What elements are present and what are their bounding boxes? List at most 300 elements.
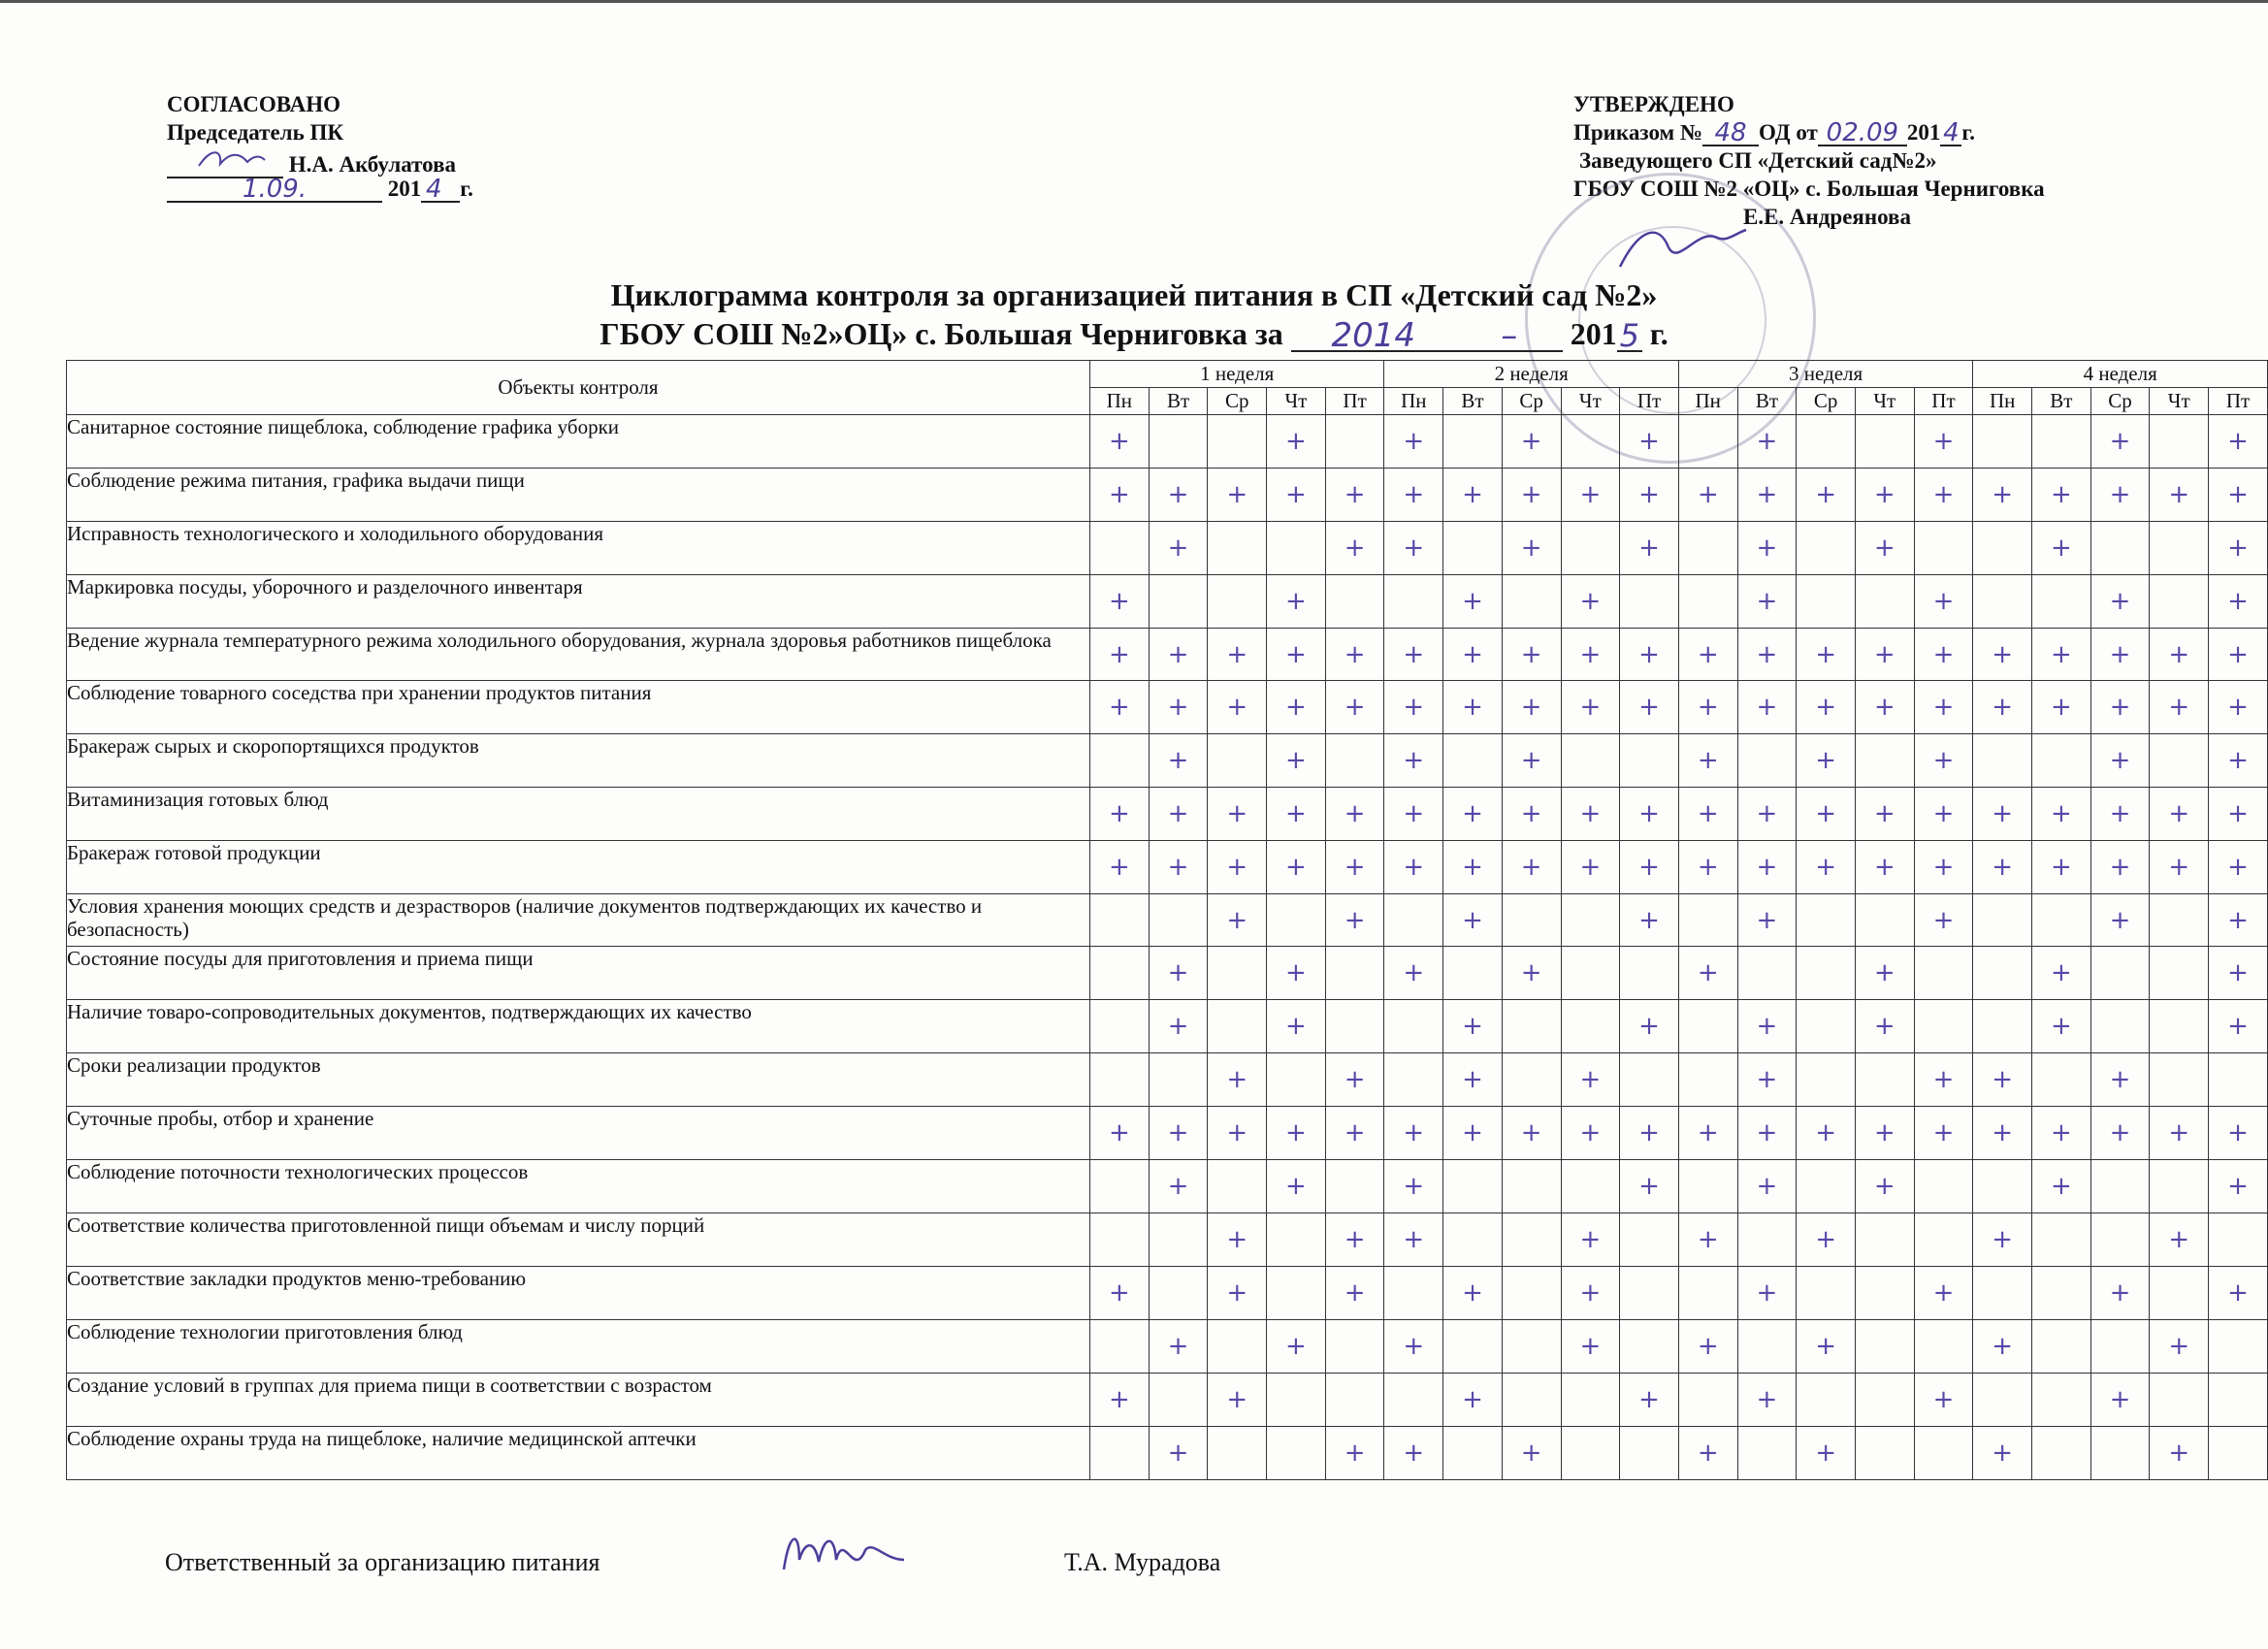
check-mark-cell: + <box>1384 841 1443 894</box>
check-mark-cell: + <box>2209 734 2268 788</box>
check-mark-cell: + <box>2150 788 2209 841</box>
approval-left-year-digit: 4 <box>421 178 446 203</box>
check-mark-cell: + <box>1149 1107 1208 1160</box>
check-mark-cell: + <box>2209 1000 2268 1053</box>
check-mark-cell: + <box>1502 1427 1561 1480</box>
check-mark-cell: + <box>1678 841 1737 894</box>
table-row <box>67 522 2268 575</box>
check-mark-cell: + <box>1797 788 1856 841</box>
check-mark-cell: + <box>1502 522 1561 575</box>
empty-cell <box>1443 415 1503 469</box>
check-mark-cell: + <box>1384 1213 1443 1267</box>
check-mark-cell: + <box>1267 629 1326 681</box>
check-mark-cell: + <box>1914 469 1973 522</box>
check-mark-cell: + <box>2209 575 2268 629</box>
check-mark-cell: + <box>1678 1107 1737 1160</box>
empty-cell <box>1149 1053 1208 1107</box>
empty-cell <box>1325 1000 1384 1053</box>
check-mark-cell: + <box>1678 788 1737 841</box>
approval-right-line3: Заведующего СП «Детский сад№2» <box>1579 148 1937 173</box>
check-mark-cell: + <box>2209 947 2268 1000</box>
check-mark-cell: + <box>2032 522 2091 575</box>
check-mark-cell: + <box>1914 894 1973 947</box>
empty-cell <box>1855 1374 1914 1427</box>
empty-cell <box>1443 734 1503 788</box>
table-row <box>67 1320 2268 1374</box>
empty-cell <box>2032 415 2091 469</box>
empty-cell <box>1620 575 1679 629</box>
check-mark-cell: + <box>1678 947 1737 1000</box>
empty-cell <box>1090 1000 1150 1053</box>
check-mark-cell: + <box>1090 629 1150 681</box>
empty-cell <box>2209 1374 2268 1427</box>
day-header: Чт <box>1855 388 1914 415</box>
page-title-line1: Циклограмма контроля за организацией питания в СП «Детский сад №2» <box>610 277 1658 312</box>
day-header: Ср <box>1208 388 1267 415</box>
check-mark-cell: + <box>1149 681 1208 734</box>
check-mark-cell: + <box>2090 575 2150 629</box>
check-mark-cell: + <box>1914 1107 1973 1160</box>
empty-cell <box>1208 1160 1267 1213</box>
empty-cell <box>2150 1374 2209 1427</box>
check-mark-cell: + <box>1797 1320 1856 1374</box>
empty-cell <box>1208 522 1267 575</box>
empty-cell <box>1561 947 1620 1000</box>
approval-left-year-prefix: 201 <box>387 177 422 201</box>
empty-cell <box>1208 1427 1267 1480</box>
check-mark-cell: + <box>1208 469 1267 522</box>
order-year-digit: 4 <box>1940 121 1961 146</box>
empty-cell <box>1855 1427 1914 1480</box>
check-mark-cell: + <box>1914 734 1973 788</box>
check-mark-cell: + <box>1325 469 1384 522</box>
check-mark-cell: + <box>1208 788 1267 841</box>
check-mark-cell: + <box>1973 469 2032 522</box>
empty-cell <box>1443 1427 1503 1480</box>
check-mark-cell: + <box>1678 1213 1737 1267</box>
check-mark-cell: + <box>1384 469 1443 522</box>
order-od: ОД от <box>1759 120 1818 145</box>
empty-cell <box>1973 415 2032 469</box>
empty-cell <box>1678 1053 1737 1107</box>
check-mark-cell: + <box>1620 1374 1679 1427</box>
check-mark-cell: + <box>1914 841 1973 894</box>
empty-cell <box>1384 1267 1443 1320</box>
check-mark-cell: + <box>2032 788 2091 841</box>
check-mark-cell: + <box>1620 894 1679 947</box>
check-mark-cell: + <box>1149 734 1208 788</box>
table-row <box>67 947 2268 1000</box>
check-mark-cell: + <box>2209 788 2268 841</box>
empty-cell <box>1325 1374 1384 1427</box>
control-object-label: Соответствие закладки продуктов меню-требованию <box>67 1267 1090 1320</box>
check-mark-cell: + <box>1620 629 1679 681</box>
check-mark-cell: + <box>2032 1160 2091 1213</box>
empty-cell <box>2209 1427 2268 1480</box>
empty-cell <box>1914 1427 1973 1480</box>
check-mark-cell: + <box>1561 629 1620 681</box>
check-mark-cell: + <box>1208 841 1267 894</box>
check-mark-cell: + <box>2032 841 2091 894</box>
empty-cell <box>1797 1053 1856 1107</box>
empty-cell <box>1914 522 1973 575</box>
check-mark-cell: + <box>1149 841 1208 894</box>
check-mark-cell: + <box>1149 469 1208 522</box>
day-header: Пн <box>1973 388 2032 415</box>
empty-cell <box>1737 734 1797 788</box>
control-object-label: Санитарное состояние пищеблока, соблюдение графика уборки <box>67 415 1090 469</box>
check-mark-cell: + <box>2150 469 2209 522</box>
check-mark-cell: + <box>1443 1000 1503 1053</box>
check-mark-cell: + <box>1678 1427 1737 1480</box>
empty-cell <box>1208 1320 1267 1374</box>
empty-cell <box>1149 1213 1208 1267</box>
empty-cell <box>1620 1213 1679 1267</box>
check-mark-cell: + <box>1561 841 1620 894</box>
empty-cell <box>1855 1053 1914 1107</box>
empty-cell <box>2150 522 2209 575</box>
control-object-label: Бракераж сырых и скоропортящихся продуктов <box>67 734 1090 788</box>
empty-cell <box>1267 1053 1326 1107</box>
check-mark-cell: + <box>1737 1053 1797 1107</box>
check-mark-cell: + <box>1325 1107 1384 1160</box>
check-mark-cell: + <box>1325 894 1384 947</box>
table-row <box>67 1053 2268 1107</box>
check-mark-cell: + <box>1855 947 1914 1000</box>
table-row <box>67 1213 2268 1267</box>
empty-cell <box>1973 1160 2032 1213</box>
control-object-label: Бракераж готовой продукции <box>67 841 1090 894</box>
control-object-label: Соблюдение режима питания, графика выдачи пищи <box>67 469 1090 522</box>
check-mark-cell: + <box>1914 629 1973 681</box>
check-mark-cell: + <box>1561 1213 1620 1267</box>
table-row <box>67 681 2268 734</box>
check-mark-cell: + <box>1208 1374 1267 1427</box>
check-mark-cell: + <box>1325 1427 1384 1480</box>
control-object-label: Маркировка посуды, уборочного и разделочного инвентаря <box>67 575 1090 629</box>
check-mark-cell: + <box>1208 1213 1267 1267</box>
check-mark-cell: + <box>1561 788 1620 841</box>
empty-cell <box>2090 1320 2150 1374</box>
check-mark-cell: + <box>2090 415 2150 469</box>
check-mark-cell: + <box>1502 1107 1561 1160</box>
empty-cell <box>1973 1267 2032 1320</box>
check-mark-cell: + <box>2032 629 2091 681</box>
check-mark-cell: + <box>1855 841 1914 894</box>
empty-cell <box>1797 894 1856 947</box>
check-mark-cell: + <box>1678 629 1737 681</box>
empty-cell <box>2032 1213 2091 1267</box>
approval-right-signer: Е.Е. Андреянова <box>1743 205 1911 229</box>
empty-cell <box>2032 1374 2091 1427</box>
control-object-label: Ведение журнала температурного режима холодильного оборудования, журнала здоровья работников пищеблока <box>67 629 1090 681</box>
empty-cell <box>1797 1267 1856 1320</box>
table-row <box>67 734 2268 788</box>
empty-cell <box>1267 1374 1326 1427</box>
empty-cell <box>2209 1320 2268 1374</box>
empty-cell <box>1561 1000 1620 1053</box>
check-mark-cell: + <box>1443 1107 1503 1160</box>
empty-cell <box>1325 1320 1384 1374</box>
empty-cell <box>2032 575 2091 629</box>
check-mark-cell: + <box>1855 1107 1914 1160</box>
check-mark-cell: + <box>1973 1053 2032 1107</box>
empty-cell <box>1208 734 1267 788</box>
empty-cell <box>1973 522 2032 575</box>
check-mark-cell: + <box>1443 1053 1503 1107</box>
check-mark-cell: + <box>2090 1107 2150 1160</box>
empty-cell <box>2090 1427 2150 1480</box>
empty-cell <box>2150 575 2209 629</box>
check-mark-cell: + <box>1208 894 1267 947</box>
check-mark-cell: + <box>1561 1320 1620 1374</box>
day-header: Пт <box>1620 388 1679 415</box>
table-row <box>67 1427 2268 1480</box>
check-mark-cell: + <box>2209 894 2268 947</box>
check-mark-cell: + <box>2209 1160 2268 1213</box>
empty-cell <box>1855 894 1914 947</box>
day-header: Пт <box>1914 388 1973 415</box>
check-mark-cell: + <box>2209 841 2268 894</box>
day-header: Ср <box>1502 388 1561 415</box>
check-mark-cell: + <box>1443 575 1503 629</box>
check-mark-cell: + <box>1267 415 1326 469</box>
check-mark-cell: + <box>1620 1107 1679 1160</box>
week-header: 1 неделя <box>1090 361 1384 388</box>
check-mark-cell: + <box>1914 415 1973 469</box>
empty-cell <box>1090 1053 1150 1107</box>
approval-left-date: 1.09. <box>167 178 382 203</box>
empty-cell <box>1620 1427 1679 1480</box>
empty-cell <box>2090 1213 2150 1267</box>
check-mark-cell: + <box>1384 415 1443 469</box>
check-mark-cell: + <box>2090 894 2150 947</box>
check-mark-cell: + <box>1090 1374 1150 1427</box>
check-mark-cell: + <box>2150 1427 2209 1480</box>
check-mark-cell: + <box>1149 522 1208 575</box>
empty-cell <box>1973 575 2032 629</box>
check-mark-cell: + <box>1678 1320 1737 1374</box>
approval-right <box>1573 90 2045 231</box>
check-mark-cell: + <box>1855 1000 1914 1053</box>
check-mark-cell: + <box>1208 681 1267 734</box>
empty-cell <box>1797 575 1856 629</box>
empty-cell <box>1090 947 1150 1000</box>
check-mark-cell: + <box>1384 947 1443 1000</box>
empty-cell <box>1678 894 1737 947</box>
empty-cell <box>1620 1320 1679 1374</box>
check-mark-cell: + <box>1620 841 1679 894</box>
check-mark-cell: + <box>1973 1107 2032 1160</box>
check-mark-cell: + <box>1502 947 1561 1000</box>
empty-cell <box>1561 522 1620 575</box>
check-mark-cell: + <box>1443 629 1503 681</box>
table-row <box>67 629 2268 681</box>
empty-cell <box>1502 1320 1561 1374</box>
day-header: Вт <box>1149 388 1208 415</box>
page-top-border <box>0 0 2268 3</box>
day-header: Вт <box>1443 388 1503 415</box>
day-header: Пт <box>2209 388 2268 415</box>
empty-cell <box>1149 415 1208 469</box>
table-row <box>67 469 2268 522</box>
check-mark-cell: + <box>1325 1213 1384 1267</box>
day-header: Ср <box>2090 388 2150 415</box>
check-mark-cell: + <box>1973 681 2032 734</box>
check-mark-cell: + <box>2090 469 2150 522</box>
footer-responsible-name: Т.А. Мурадова <box>1064 1548 1221 1576</box>
check-mark-cell: + <box>1384 522 1443 575</box>
empty-cell <box>1149 1374 1208 1427</box>
approval-left-year-suffix: г. <box>460 177 473 201</box>
check-mark-cell: + <box>1384 1427 1443 1480</box>
week-header: 4 неделя <box>1973 361 2268 388</box>
table-row <box>67 841 2268 894</box>
check-mark-cell: + <box>1737 894 1797 947</box>
check-mark-cell: + <box>1149 1160 1208 1213</box>
check-mark-cell: + <box>1325 788 1384 841</box>
check-mark-cell: + <box>1267 734 1326 788</box>
check-mark-cell: + <box>1443 681 1503 734</box>
empty-cell <box>1561 894 1620 947</box>
empty-cell <box>1561 1374 1620 1427</box>
check-mark-cell: + <box>1737 788 1797 841</box>
objects-header: Объекты контроля <box>67 361 1090 415</box>
check-mark-cell: + <box>1267 788 1326 841</box>
empty-cell <box>1149 1267 1208 1320</box>
empty-cell <box>1208 575 1267 629</box>
check-mark-cell: + <box>2209 681 2268 734</box>
empty-cell <box>2150 734 2209 788</box>
empty-cell <box>1737 1320 1797 1374</box>
check-mark-cell: + <box>1855 469 1914 522</box>
empty-cell <box>1325 1160 1384 1213</box>
empty-cell <box>1208 1000 1267 1053</box>
empty-cell <box>2150 1160 2209 1213</box>
check-mark-cell: + <box>1325 629 1384 681</box>
empty-cell <box>1090 894 1150 947</box>
empty-cell <box>1914 1160 1973 1213</box>
check-mark-cell: + <box>1267 841 1326 894</box>
check-mark-cell: + <box>2090 841 2150 894</box>
day-header: Ср <box>1797 388 1856 415</box>
table-row <box>67 1267 2268 1320</box>
empty-cell <box>1443 522 1503 575</box>
check-mark-cell: + <box>2032 947 2091 1000</box>
check-mark-cell: + <box>1914 1267 1973 1320</box>
check-mark-cell: + <box>1149 1000 1208 1053</box>
empty-cell <box>1090 1427 1150 1480</box>
empty-cell <box>1620 1053 1679 1107</box>
check-mark-cell: + <box>2090 1267 2150 1320</box>
control-schedule-table <box>66 360 2268 1480</box>
empty-cell <box>2032 1053 2091 1107</box>
table-body <box>67 415 2268 1480</box>
check-mark-cell: + <box>1443 469 1503 522</box>
check-mark-cell: + <box>1267 947 1326 1000</box>
title-year-to-digit: 5 <box>1617 321 1642 352</box>
check-mark-cell: + <box>1620 415 1679 469</box>
empty-cell <box>2150 894 2209 947</box>
check-mark-cell: + <box>1502 469 1561 522</box>
check-mark-cell: + <box>1502 681 1561 734</box>
check-mark-cell: + <box>1855 1160 1914 1213</box>
check-mark-cell: + <box>1267 1320 1326 1374</box>
empty-cell <box>1208 947 1267 1000</box>
check-mark-cell: + <box>1797 469 1856 522</box>
order-year-prefix: 201 <box>1906 120 1941 145</box>
day-header: Чт <box>1561 388 1620 415</box>
check-mark-cell: + <box>1737 1374 1797 1427</box>
order-year-suffix: г. <box>1961 120 1975 145</box>
empty-cell <box>1973 734 2032 788</box>
order-number: 48 <box>1702 121 1759 146</box>
check-mark-cell: + <box>1678 681 1737 734</box>
check-mark-cell: + <box>1855 681 1914 734</box>
control-object-label: Условия хранения моющих средств и дезрастворов (наличие документов подтверждающих их качество и безопасность) <box>67 894 1090 947</box>
check-mark-cell: + <box>1797 629 1856 681</box>
empty-cell <box>1561 1427 1620 1480</box>
check-mark-cell: + <box>1797 841 1856 894</box>
check-mark-cell: + <box>2090 629 2150 681</box>
check-mark-cell: + <box>1737 1107 1797 1160</box>
empty-cell <box>1443 1213 1503 1267</box>
check-mark-cell: + <box>1384 681 1443 734</box>
week-header: 2 неделя <box>1384 361 1678 388</box>
check-mark-cell: + <box>1973 1427 2032 1480</box>
check-mark-cell: + <box>1090 415 1150 469</box>
check-mark-cell: + <box>2032 1107 2091 1160</box>
day-header: Пн <box>1678 388 1737 415</box>
empty-cell <box>1620 734 1679 788</box>
check-mark-cell: + <box>2209 522 2268 575</box>
check-mark-cell: + <box>1090 841 1150 894</box>
check-mark-cell: + <box>1737 1160 1797 1213</box>
check-mark-cell: + <box>1561 469 1620 522</box>
check-mark-cell: + <box>1561 1107 1620 1160</box>
check-mark-cell: + <box>1855 788 1914 841</box>
check-mark-cell: + <box>1737 1000 1797 1053</box>
check-mark-cell: + <box>1620 681 1679 734</box>
control-object-label: Состояние посуды для приготовления и приема пищи <box>67 947 1090 1000</box>
check-mark-cell: + <box>1325 841 1384 894</box>
empty-cell <box>1855 1213 1914 1267</box>
table-row <box>67 1160 2268 1213</box>
empty-cell <box>1090 522 1150 575</box>
empty-cell <box>1502 1213 1561 1267</box>
check-mark-cell: + <box>1914 681 1973 734</box>
check-mark-cell: + <box>2209 1267 2268 1320</box>
empty-cell <box>1149 575 1208 629</box>
check-mark-cell: + <box>1561 575 1620 629</box>
empty-cell <box>1678 1160 1737 1213</box>
empty-cell <box>1502 575 1561 629</box>
empty-cell <box>1384 1053 1443 1107</box>
empty-cell <box>2032 1320 2091 1374</box>
approval-left <box>167 90 473 203</box>
week-header: 3 неделя <box>1678 361 1972 388</box>
empty-cell <box>2032 894 2091 947</box>
empty-cell <box>1914 1320 1973 1374</box>
check-mark-cell: + <box>1620 1160 1679 1213</box>
empty-cell <box>1502 1267 1561 1320</box>
check-mark-cell: + <box>1384 1320 1443 1374</box>
check-mark-cell: + <box>2090 788 2150 841</box>
check-mark-cell: + <box>1973 841 2032 894</box>
check-mark-cell: + <box>1384 788 1443 841</box>
control-object-label: Суточные пробы, отбор и хранение <box>67 1107 1090 1160</box>
check-mark-cell: + <box>1090 1107 1150 1160</box>
